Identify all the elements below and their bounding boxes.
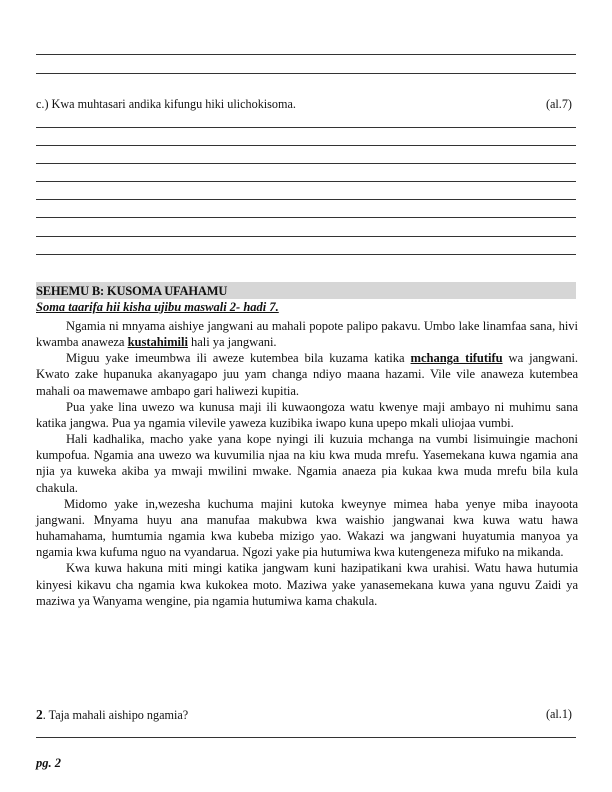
question-2-text: . Taja mahali aishipo ngamia? — [42, 708, 189, 722]
passage-paragraph: Hali kadhalika, macho yake yana kope nyingi ili kuzuia mchanga na vumbi lisimuingie machoni kumpofua. Ngamia ana uwezo wa kuvumilia njaa na kiu kwa muda mrefu. Yasemekana kuwa ngamia ana njia ya kuweka akiba ya mwaji mwilini mwake. Ngamia anaeza pia kukaa kwa muda mrefu bila kula chakula. — [36, 432, 578, 495]
answer-line[interactable] — [36, 127, 576, 128]
reading-passage — [36, 318, 578, 609]
passage-paragraph: Pua yake lina uwezo wa kunusa maji ili kuwaongoza watu kwenye maji ambayo ni muhimu sana katika jangwa. Pua ya ngamia vilevile yaweza kuzibika iwapo kuna upepo mkali uliojaa vumbi. — [36, 399, 578, 430]
answer-line[interactable] — [36, 163, 576, 164]
question-2-marks: (al.1) — [545, 707, 572, 721]
question-c-text: c.) Kwa muhtasari andika kifungu hiki ulichokisoma. — [36, 97, 296, 111]
keyword-mchanga-tifutifu: mchanga tifutifu — [410, 351, 503, 366]
passage-paragraph: Ngamia ni mnyama aishiye jangwani au mahali popote palipo pakavu. Umbo lake linamfaa sana, hivi kwamba anaweza kustahimili hali ya jangwani. — [36, 319, 578, 350]
answer-line[interactable] — [36, 145, 576, 146]
passage-paragraph: Kwa kuwa hakuna miti mingi katika jangwam kuni hazipatikani kwa urahisi. Watu hawa hutumia kinyesi kikavu cha ngamia kwa kukokea moto. Maziwa yake yanasemekana kuwa yana nguvu Zaidi ya maziwa ya Wanyama wengine, pia ngamia hutumiwa kama chakula. — [36, 561, 578, 608]
section-heading: SEHEMU B: KUSOMA UFAHAMU — [36, 282, 576, 299]
answer-line[interactable] — [36, 236, 576, 237]
answer-line[interactable] — [36, 737, 576, 738]
answer-line[interactable] — [36, 73, 576, 74]
passage-paragraph: Midomo yake in,wezesha kuchuma majini kutoka kweynye mimea haba yenye miba inayoota jangwani. Mnyama huyu ana manufaa makubwa kwa waishio jangwanai kwa kuwa watu hawa huhamahama, humtumia ngamia kwa kubeba mizigo yao. Wakazi wa jangwani huyatumia manyoa ya ngamia kwa kufuma nguo na vyandarua. Ngozi yake pia hutumiwa kwa kutengeneza mifuko na mikanda. — [36, 496, 578, 560]
section-instruction: Soma taarifa hii kisha ujibu maswali 2- hadi 7. — [36, 300, 279, 314]
question-c — [36, 97, 576, 112]
question-c-marks: (al.7) — [545, 97, 572, 111]
page-number: pg. 2 — [36, 756, 61, 770]
answer-line[interactable] — [36, 199, 576, 200]
keyword-kustahimili: kustahimili — [127, 335, 188, 350]
passage-paragraph: Miguu yake imeumbwa ili aweze kutembea bila kuzama katika mchanga tifutifu wa jangwani. Kwato zake hupanuka akanyagapo juu yam changa ndiyo maana hazami. Vile vile anaweza kutembea mahali oa mawemawe ambapo gari haliwezi kupitia. — [36, 351, 578, 398]
question-2-number: 2 — [36, 707, 43, 722]
question-2 — [36, 707, 576, 723]
answer-line[interactable] — [36, 181, 576, 182]
answer-line[interactable] — [36, 217, 576, 218]
answer-line[interactable] — [36, 54, 576, 55]
answer-line[interactable] — [36, 254, 576, 255]
